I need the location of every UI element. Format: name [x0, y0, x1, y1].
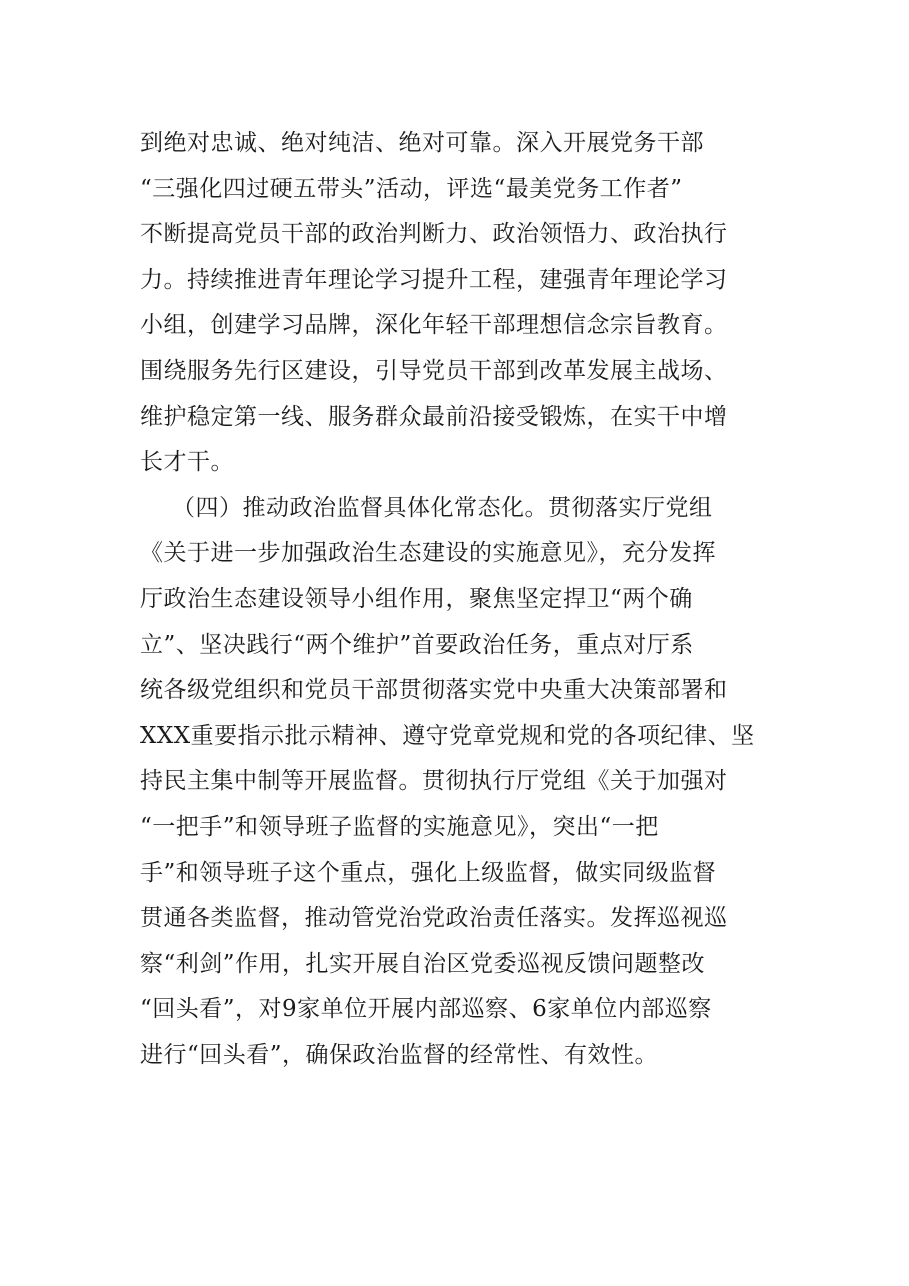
text-line: 持民主集中制等开展监督。贯彻执行厅党组《关于加强对 — [140, 768, 728, 795]
text-line: “一把手”和领导班子监督的实施意见》，突出“一把 — [140, 813, 659, 840]
text-line: 不断提高党员干部的政治判断力、政治领悟力、政治执行 — [140, 221, 728, 248]
section-heading-line: （四）推动政治监督具体化常态化。贯彻落实厅党组 — [172, 494, 713, 521]
text-line: 小组，创建学习品牌，深化年轻干部理想信念宗旨教育。 — [140, 312, 728, 339]
text-line: 厅政治生态建设领导小组作用，聚焦坚定捍卫“两个确 — [140, 585, 693, 612]
text-line: 进行“回头看”，确保政治监督的经常性、有效性。 — [140, 1041, 659, 1068]
text-line: 维护稳定第一线、服务群众最前沿接受锻炼，在实干中增 — [140, 403, 728, 430]
text-line: 长才干。 — [140, 449, 234, 476]
body-text — [140, 124, 780, 1081]
text-line: 力。持续推进青年理论学习提升工程，建强青年理论学习 — [140, 266, 728, 293]
text-line: 察“利剑”作用，扎实开展自治区党委巡视反馈问题整改 — [140, 950, 706, 977]
text-line: 贯通各类监督，推动管党治党政治责任落实。发挥巡视巡 — [140, 905, 728, 932]
text-line: XXX重要指示批示精神、遵守党章党规和党的各项纪律、坚 — [140, 722, 755, 749]
text-line: 立”、坚决践行“两个维护”首要政治任务，重点对厅系 — [140, 631, 694, 658]
text-line: 手”和领导班子这个重点，强化上级监督，做实同级监督 — [140, 859, 717, 886]
text-line: 《关于进一步加强政治生态建设的实施意见》，充分发挥 — [140, 540, 716, 567]
text-line: “回头看”，对9家单位开展内部巡察、6家单位内部巡察 — [140, 996, 712, 1023]
text-line: 围绕服务先行区建设，引导党员干部到改革发展主战场、 — [140, 357, 728, 384]
text-line: 统各级党组织和党员干部贯彻落实党中央重大决策部署和 — [140, 677, 728, 704]
text-line: “三强化四过硬五带头”活动，评选“最美党务工作者” — [140, 175, 683, 202]
text-line: 到绝对忠诚、绝对纯洁、绝对可靠。深入开展党务干部 — [140, 130, 704, 156]
